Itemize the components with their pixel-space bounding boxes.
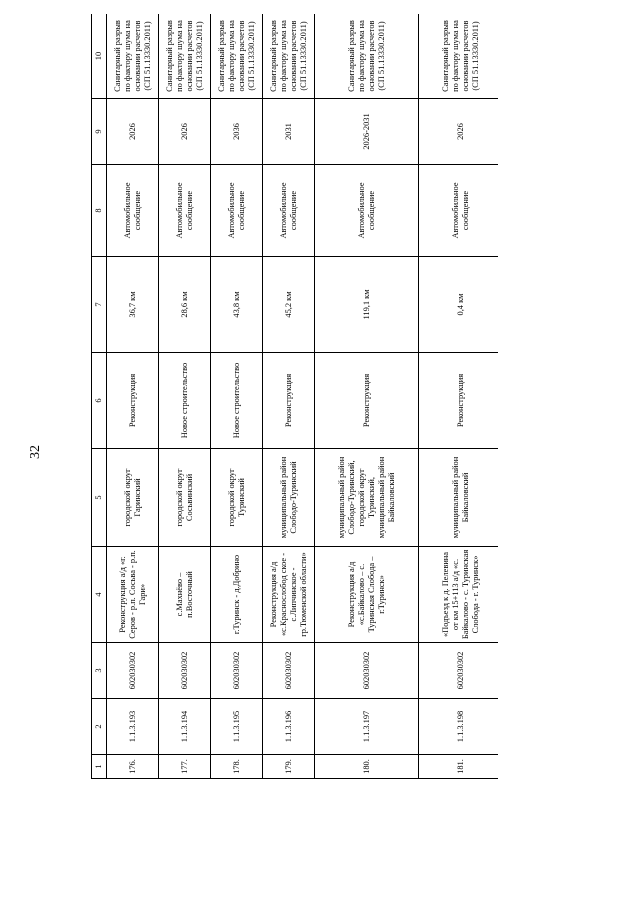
column-header: 6 — [92, 353, 107, 449]
class-code: 602030302 — [211, 643, 263, 699]
term: 2026 — [419, 99, 499, 165]
table-viewport — [91, 14, 498, 779]
purpose: Автомобильное сообщение — [419, 165, 499, 257]
class-code: 602030302 — [419, 643, 499, 699]
object-code: 1.1.3.195 — [211, 699, 263, 755]
page-number: 32 — [28, 445, 43, 459]
column-header: 2 — [92, 699, 107, 755]
territory: городской округ Туринский — [211, 449, 263, 547]
table-row — [419, 14, 499, 779]
purpose: Автомобильное сообщение — [211, 165, 263, 257]
column-header: 8 — [92, 165, 107, 257]
table-row — [315, 14, 419, 779]
object-code: 1.1.3.198 — [419, 699, 499, 755]
column-header: 5 — [92, 449, 107, 547]
protection-zone: Санитарный разрыв по фактору шума на основании расчетов (СП 51.13330.2011) — [419, 14, 499, 99]
work-type: Реконструкция — [263, 353, 315, 449]
object-name: «Подъезд к д. Пелевина от км 15+113 а/д «с. Байкалово - с. Туринская Слобода - г. Туринск» — [419, 547, 499, 643]
purpose: Автомобильное сообщение — [107, 165, 159, 257]
work-type: Новое строительство — [211, 353, 263, 449]
length: 45,2 км — [263, 257, 315, 353]
object-code: 1.1.3.197 — [315, 699, 419, 755]
object-name: г.Туринск - д.Добрино — [211, 547, 263, 643]
territory: городской округ Гаринский — [107, 449, 159, 547]
object-name: Реконструкция а/д «г. Серов - р.п. Сосьва - р.п. Гари» — [107, 547, 159, 643]
term: 2026 — [159, 99, 211, 165]
purpose: Автомобильное сообщение — [159, 165, 211, 257]
object-name: Реконструкция а/д «с.Краснослобод ское - с.Липчинское - гр.Тюменской области» — [263, 547, 315, 643]
class-code: 602030302 — [315, 643, 419, 699]
column-header: 7 — [92, 257, 107, 353]
territory: городской округ Сосьвинский — [159, 449, 211, 547]
row-number: 179. — [263, 755, 315, 779]
column-header: 10 — [92, 14, 107, 99]
column-header: 3 — [92, 643, 107, 699]
row-number: 180. — [315, 755, 419, 779]
class-code: 602030302 — [159, 643, 211, 699]
row-number: 181. — [419, 755, 499, 779]
table-row — [107, 14, 159, 779]
column-header: 9 — [92, 99, 107, 165]
protection-zone: Санитарный разрыв по фактору шума на основании расчетов (СП 51.13330.2011) — [159, 14, 211, 99]
work-type: Реконструкция — [107, 353, 159, 449]
protection-zone: Санитарный разрыв по фактору шума на основании расчетов (СП 51.13330.2011) — [315, 14, 419, 99]
object-code: 1.1.3.194 — [159, 699, 211, 755]
protection-zone: Санитарный разрыв по фактору шума на основании расчетов (СП 51.13330.2011) — [211, 14, 263, 99]
table-rotated-wrapper — [91, 14, 498, 779]
table-body — [92, 14, 499, 779]
table-row — [211, 14, 263, 779]
object-code: 1.1.3.193 — [107, 699, 159, 755]
object-code: 1.1.3.196 — [263, 699, 315, 755]
row-number: 177. — [159, 755, 211, 779]
object-name: с.Махнёво – п.Восточный — [159, 547, 211, 643]
column-header: 4 — [92, 547, 107, 643]
purpose: Автомобильное сообщение — [315, 165, 419, 257]
object-name: Реконструкция а/д «с.Байкалово – с. Туринская Слобода – г.Туринск» — [315, 547, 419, 643]
purpose: Автомобильное сообщение — [263, 165, 315, 257]
term: 2026-2031 — [315, 99, 419, 165]
protection-zone: Санитарный разрыв по фактору шума на основании расчетов (СП 51.13330.2011) — [263, 14, 315, 99]
term: 2026 — [107, 99, 159, 165]
term: 2031 — [263, 99, 315, 165]
length: 119,1 км — [315, 257, 419, 353]
territory: муниципальный район Байкаловский — [419, 449, 499, 547]
territory: муниципальный район Слободо-Туринский — [263, 449, 315, 547]
table-row — [263, 14, 315, 779]
protection-zone: Санитарный разрыв по фактору шума на основании расчетов (СП 51.13330.2011) — [107, 14, 159, 99]
class-code: 602030302 — [263, 643, 315, 699]
row-number: 178. — [211, 755, 263, 779]
class-code: 602030302 — [107, 643, 159, 699]
territory: муниципальный район Слободо-Туринский, городской округ Туринский, муниципальный район Байкаловский — [315, 449, 419, 547]
work-type: Новое строительство — [159, 353, 211, 449]
length: 36,7 км — [107, 257, 159, 353]
data-table — [91, 14, 498, 779]
work-type: Реконструкция — [419, 353, 499, 449]
length: 43,8 км — [211, 257, 263, 353]
row-number: 176. — [107, 755, 159, 779]
table-header-row — [92, 14, 107, 779]
table-row — [159, 14, 211, 779]
length: 0,4 км — [419, 257, 499, 353]
length: 28,6 км — [159, 257, 211, 353]
term: 2036 — [211, 99, 263, 165]
work-type: Реконструкция — [315, 353, 419, 449]
column-header: 1 — [92, 755, 107, 779]
